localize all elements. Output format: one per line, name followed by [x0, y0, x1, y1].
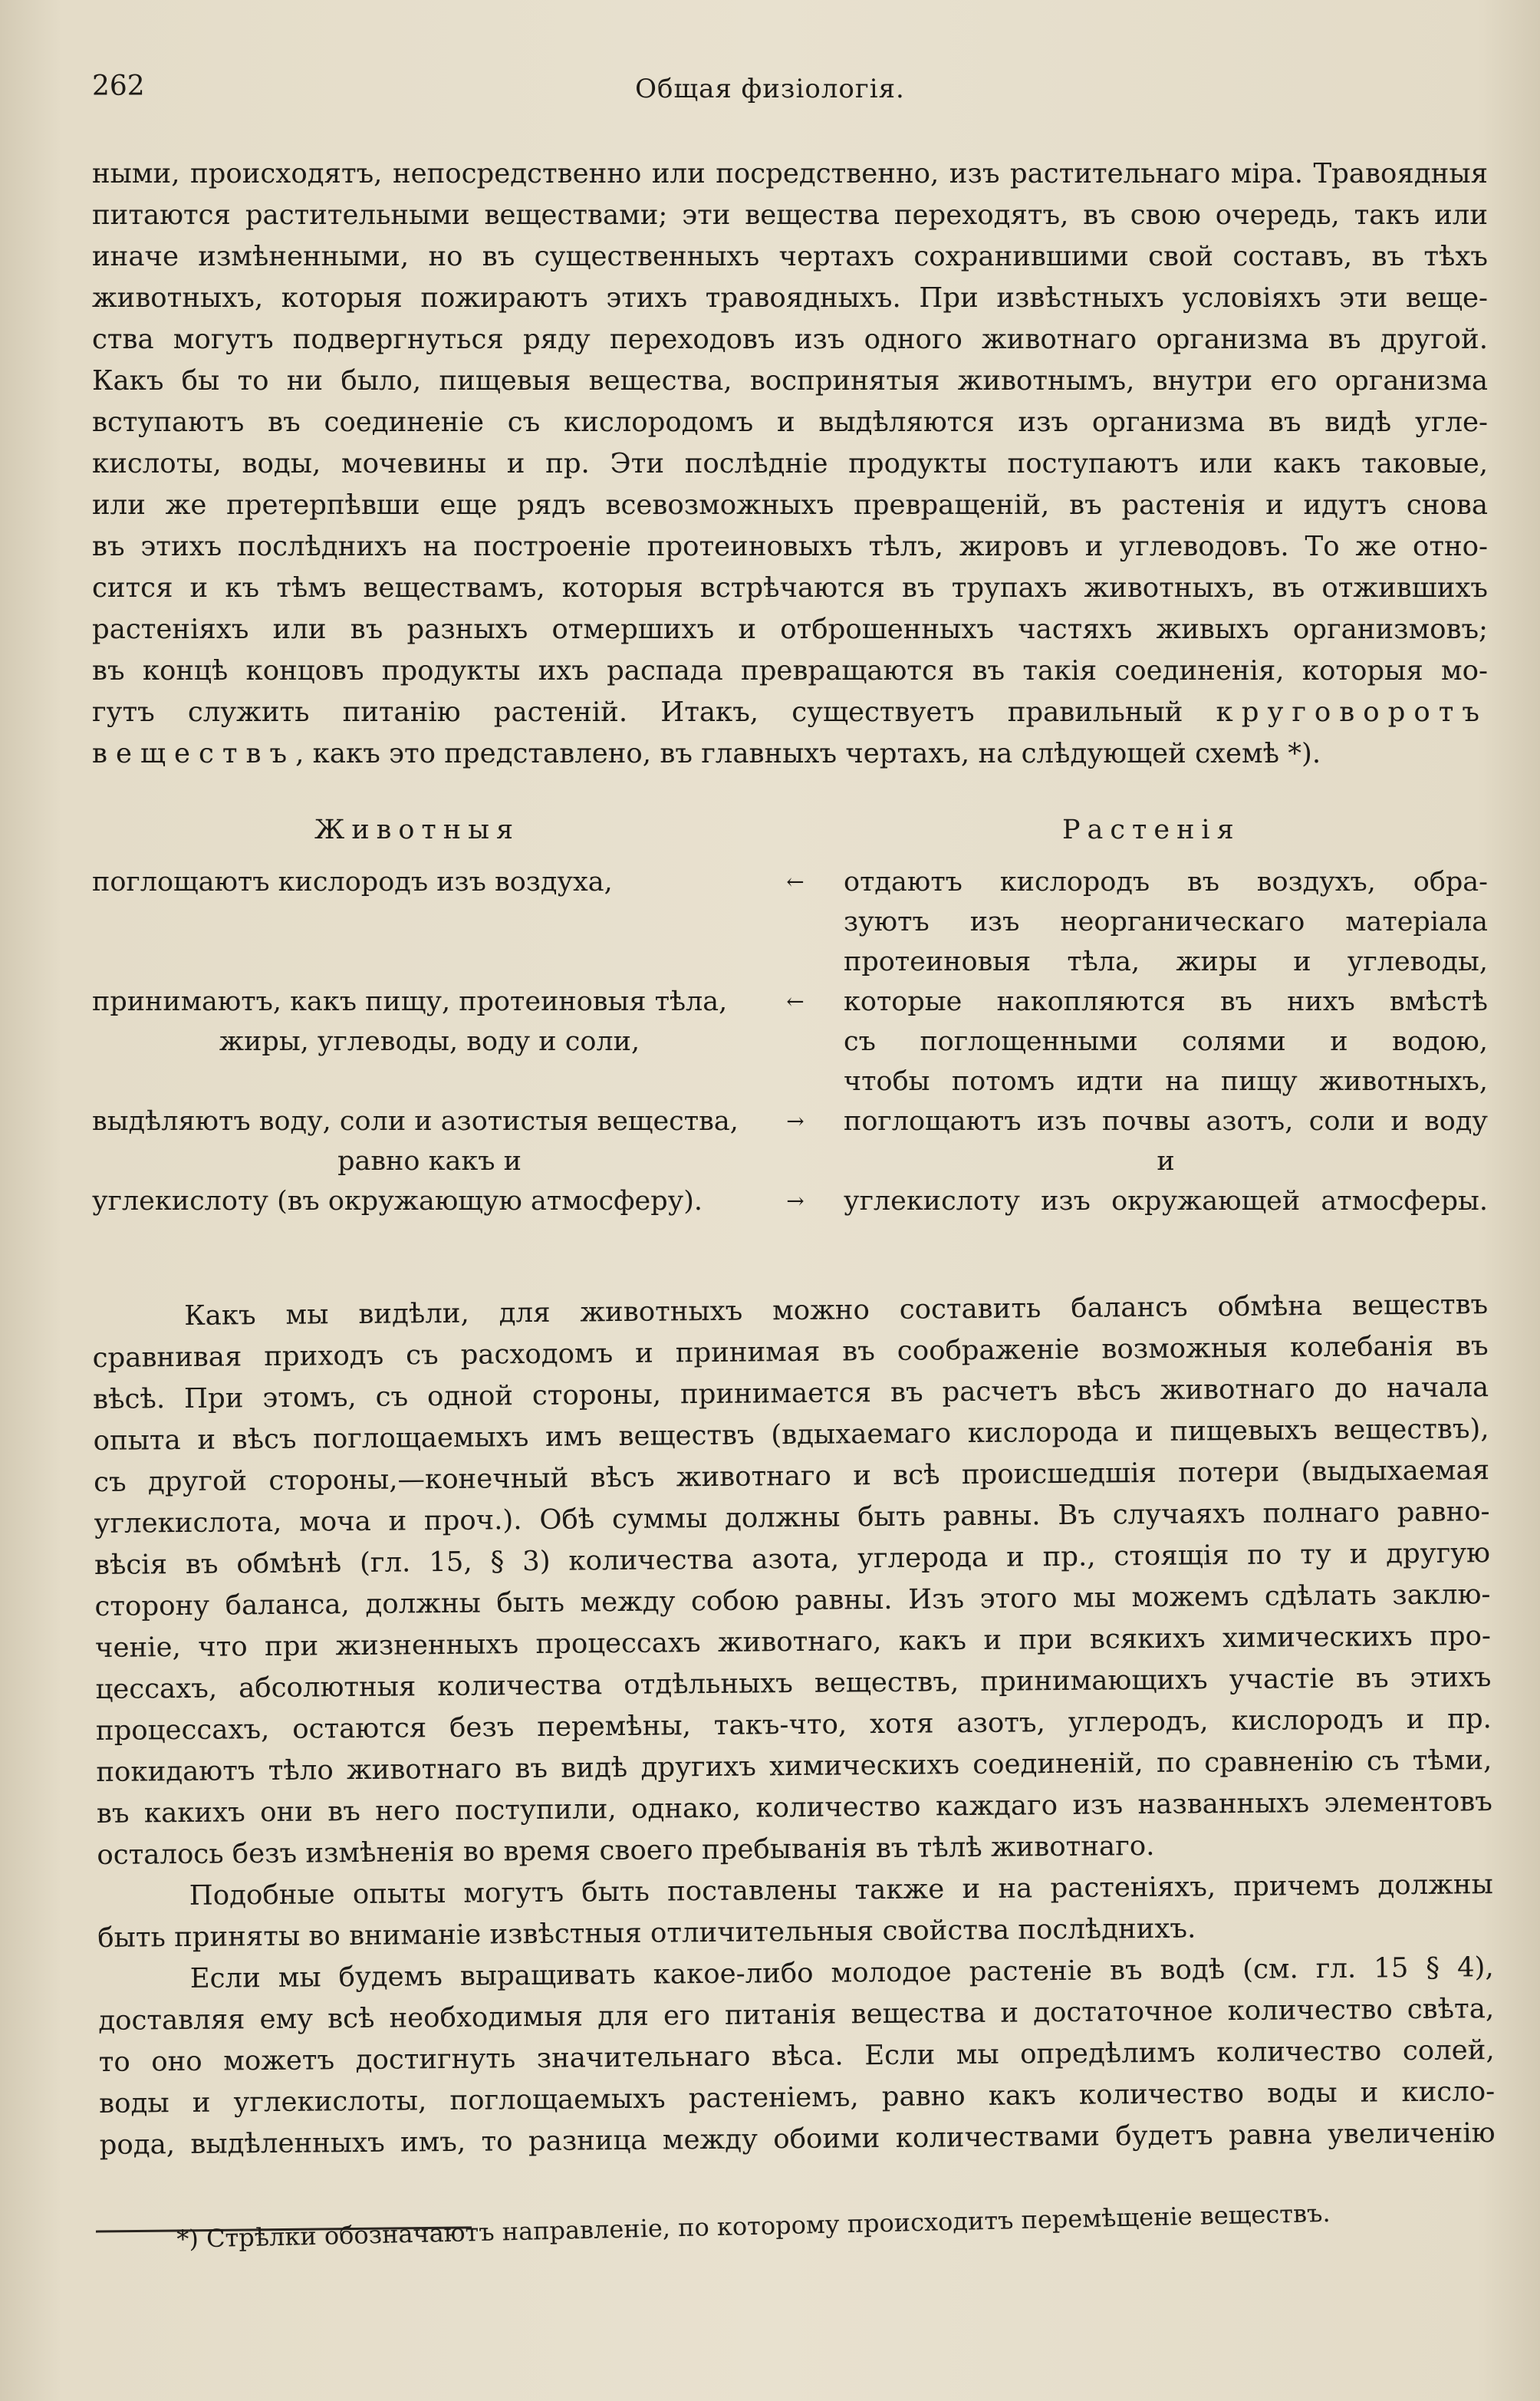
- page-number: 262: [92, 71, 145, 102]
- text-line: питаются растительными веществами; эти вещества переходятъ, въ свою очередь, такъ или: [92, 199, 1488, 231]
- plants-heading: Растенiя: [1062, 815, 1241, 845]
- text-line: иначе измѣненными, но въ существенныхъ чертахъ сохранившими свой составъ, въ тѣхъ: [92, 241, 1488, 272]
- text-block-bottom: [92, 1284, 1496, 2166]
- arrow-left-icon: ←: [786, 869, 805, 894]
- text-line: Какъ мы видѣли, для животныхъ можно составить балансъ обмѣна веществъ: [184, 1289, 1489, 1332]
- footnote: *) Стрѣлки обозначаютъ направленiе, по которому происходитъ перемѣщенiе веществъ.: [176, 2198, 1331, 2254]
- text-line: процессахъ, остаются безъ перемѣны, такъ-что, хотя азотъ, углеродъ, кислородъ и пр.: [95, 1703, 1492, 1747]
- text-line: вѣсiя въ обмѣнѣ (гл. 15, § 3) количества азота, углерода и пр., стоящiя по ту и другую: [94, 1537, 1491, 1581]
- text-line: доставляя ему всѣ необходимыя для его питанiя вещества и достаточное количество свѣта,: [98, 1993, 1495, 2037]
- text-line: покидаютъ тѣло животнаго въ видѣ другихъ химическихъ соединенiй, по сравненiю съ тѣми,: [96, 1744, 1492, 1788]
- page-header: [92, 71, 1448, 109]
- text-line: вѣсѣ. При этомъ, съ одной стороны, принимается въ расчетъ вѣсъ животнаго до начала: [92, 1372, 1489, 1415]
- scheme-headings: [92, 815, 1488, 862]
- text-line: рода, выдѣленныхъ имъ, то разница между обоими количествами будетъ равна увеличенiю: [99, 2117, 1496, 2161]
- arrow-right-icon: →: [786, 1108, 805, 1134]
- text-line: въ этихъ послѣднихъ на построенiе протеиновыхъ тѣлъ, жировъ и углеводовъ. То же отно-: [92, 531, 1488, 562]
- plant-item: протеиновыя тѣла, жиры и углеводы,: [844, 947, 1488, 977]
- scheme-row: [92, 1022, 1488, 1062]
- text-line: въ концѣ концовъ продукты ихъ распада превращаются въ такiя соединенiя, которыя мо-: [92, 655, 1488, 687]
- paragraph-growing-plant: [98, 1947, 1496, 2166]
- scheme-row: [92, 942, 1488, 982]
- plant-item: поглощаютъ изъ почвы азотъ, соли и воду: [844, 1106, 1488, 1137]
- scheme-row: [92, 1181, 1488, 1221]
- text-line: [92, 692, 1488, 733]
- plant-item: чтобы потомъ идти на пищу животныхъ,: [844, 1066, 1488, 1097]
- text-segment: , какъ это представлено, въ главныхъ чертахъ, на слѣдующей схемѣ *).: [295, 738, 1321, 769]
- running-title: Общая физiологiя.: [635, 74, 905, 104]
- paragraph-cycle-intro: [92, 153, 1488, 775]
- plant-item: съ поглощенными солями и водою,: [844, 1026, 1488, 1057]
- text-line: Подобные опыты могутъ быть поставлены также и на растенiяхъ, причемъ должны: [189, 1869, 1493, 1912]
- scheme-row: [92, 1141, 1488, 1181]
- text-segment: гутъ служить питанiю растенiй. Итакъ, существуетъ правильный: [92, 697, 1216, 728]
- plant-item: и: [1157, 1146, 1175, 1177]
- text-line: опыта и вѣсъ поглощаемыхъ имъ веществъ (вдыхаемаго кислорода и пищевыхъ веществъ),: [93, 1413, 1489, 1457]
- animal-item: поглощаютъ кислородъ изъ воздуха,: [92, 867, 613, 897]
- paragraph-balance: [92, 1284, 1493, 1876]
- text-line: кислоты, воды, мочевины и пр. Эти послѣднiе продукты поступаютъ или какъ таковые,: [92, 448, 1488, 479]
- animal-item: равно какъ и: [337, 1146, 522, 1177]
- animal-item: углекислоту (въ окружающую атмосферу).: [92, 1186, 703, 1217]
- paragraph-plants-experiments: [97, 1864, 1494, 1959]
- plant-item: зуютъ изъ неорганическаго матерiала: [844, 907, 1488, 937]
- text-line: Какъ бы то ни было, пищевыя вещества, воспринятыя животнымъ, внутри его организма: [92, 365, 1488, 397]
- spaced-term: веществъ: [92, 738, 296, 769]
- arrow-left-icon: ←: [786, 989, 805, 1014]
- animal-item: жиры, углеводы, воду и соли,: [219, 1026, 640, 1057]
- scheme-row: [92, 862, 1488, 902]
- plant-item: отдаютъ кислородъ въ воздухъ, обра-: [844, 867, 1488, 897]
- text-line: Если мы будемъ выращивать какое-либо молодое растенiе въ водѣ (см. гл. 15 § 4),: [189, 1951, 1494, 1994]
- text-line: вступаютъ въ соединенiе съ кислородомъ и выдѣляются изъ организма въ видѣ угле-: [92, 407, 1488, 438]
- arrow-right-icon: →: [786, 1188, 805, 1214]
- text-line: съ другой стороны,—конечный вѣсъ животнаго и всѣ происшедшiя потери (выдыхаемая: [93, 1454, 1490, 1498]
- text-line: сится и къ тѣмъ веществамъ, которыя встрѣчаются въ трупахъ животныхъ, въ отжившихъ: [92, 572, 1488, 604]
- text-line: [92, 733, 1488, 775]
- spaced-term: круговоротъ: [1216, 697, 1488, 728]
- text-line: цессахъ, абсолютныя количества отдѣльныхъ веществъ, принимающихъ участiе въ этихъ: [95, 1662, 1492, 1705]
- text-line: воды и углекислоты, поглощаемыхъ растенiемъ, равно какъ количество воды и кисло-: [99, 2076, 1496, 2119]
- animals-heading: Животныя: [314, 815, 521, 845]
- text-line: сторону баланса, должны быть между собою равны. Изъ этого мы можемъ сдѣлать заклю-: [94, 1579, 1491, 1622]
- text-line: животныхъ, которыя пожираютъ этихъ травоядныхъ. При извѣстныхъ условiяхъ эти веще-: [92, 282, 1488, 314]
- scheme-row: [92, 982, 1488, 1022]
- animal-item: принимаютъ, какъ пищу, протеиновыя тѣла,: [92, 986, 728, 1017]
- plant-item: которые накопляются въ нихъ вмѣстѣ: [844, 986, 1488, 1017]
- scheme-row: [92, 1102, 1488, 1141]
- text-line: углекислота, моча и проч.). Обѣ суммы должны быть равны. Въ случаяхъ полнаго равно-: [94, 1496, 1490, 1540]
- plant-item: углекислоту изъ окружающей атмосферы.: [844, 1186, 1488, 1217]
- text-line: ченiе, что при жизненныхъ процессахъ животнаго, какъ и при всякихъ химическихъ про-: [94, 1620, 1492, 1664]
- text-block-top: [92, 153, 1488, 775]
- exchange-scheme: [92, 815, 1488, 1221]
- text-line: или же претерпѣвши еще рядъ всевозможныхъ превращенiй, въ растенiя и идутъ снова: [92, 489, 1488, 521]
- text-line: въ какихъ они въ него поступили, однако, количество каждаго изъ названныхъ элементовъ: [96, 1786, 1492, 1830]
- text-line: ными, происходятъ, непосредственно или посредственно, изъ растительнаго мiра. Травоядныя: [92, 158, 1488, 189]
- scheme-row: [92, 902, 1488, 942]
- text-line: ства могутъ подвергнуться ряду переходовъ изъ одного животнаго организма въ другой.: [92, 324, 1488, 355]
- text-line: то оно можетъ достигнуть значительнаго вѣса. Если мы опредѣлимъ количество солей,: [98, 2034, 1495, 2078]
- text-line: растенiяхъ или въ разныхъ отмершихъ и отброшенныхъ частяхъ живыхъ организмовъ;: [92, 614, 1488, 645]
- text-line: осталось безъ измѣненiя во время своего пребыванiя въ тѣлѣ животнаго.: [97, 1830, 1155, 1871]
- scheme-row: [92, 1062, 1488, 1102]
- text-line: сравнивая приходъ съ расходомъ и принимая въ соображенiе возможныя колебанiя въ: [92, 1330, 1489, 1374]
- text-line: быть приняты во вниманiе извѣстныя отличительныя свойства послѣднихъ.: [97, 1912, 1196, 1954]
- animal-item: выдѣляютъ воду, соли и азотистыя вещества,: [92, 1106, 739, 1137]
